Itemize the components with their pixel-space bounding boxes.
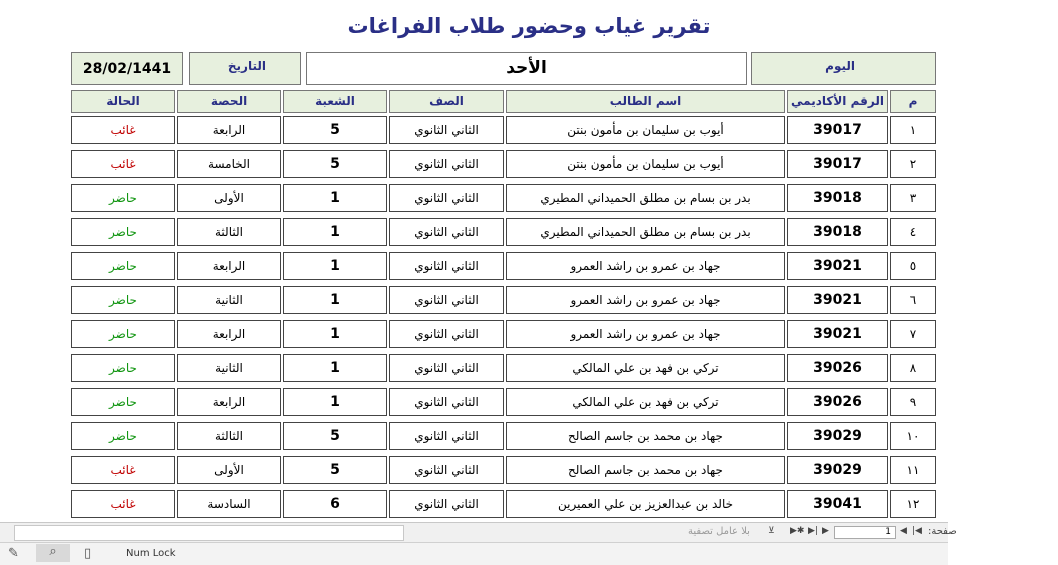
status-cell[interactable]: غائب (71, 456, 175, 484)
student-name-cell[interactable]: أيوب بن سليمان بن مأمون بنتن (506, 150, 785, 178)
filter-status[interactable]: بلا عامل تصفية (688, 526, 750, 537)
section-cell[interactable]: 5 (283, 116, 387, 144)
index-cell[interactable]: ٣ (890, 184, 936, 212)
status-cell[interactable]: غائب (71, 490, 175, 518)
academic-no-cell[interactable]: 39021 (787, 320, 888, 348)
col-header-status: الحالة (71, 90, 175, 113)
period-cell[interactable]: السادسة (177, 490, 281, 518)
academic-no-cell[interactable]: 39021 (787, 252, 888, 280)
section-cell[interactable]: 1 (283, 388, 387, 416)
period-cell[interactable]: الخامسة (177, 150, 281, 178)
section-cell[interactable]: 5 (283, 456, 387, 484)
period-cell[interactable]: الثالثة (177, 218, 281, 246)
navigation-bar (0, 522, 957, 543)
grade-cell[interactable]: الثاني الثانوي (389, 456, 504, 484)
edit-view-icon[interactable]: ✎ (8, 546, 19, 561)
section-cell[interactable]: 1 (283, 252, 387, 280)
status-cell[interactable]: حاضر (71, 218, 175, 246)
academic-no-cell[interactable]: 39018 (787, 218, 888, 246)
col-header-section: الشعبة (283, 90, 387, 113)
period-cell[interactable]: الرابعة (177, 388, 281, 416)
page-label: صفحة: (928, 526, 957, 537)
grade-cell[interactable]: الثاني الثانوي (389, 150, 504, 178)
index-cell[interactable]: ٥ (890, 252, 936, 280)
last-record-icon[interactable]: ▶| (808, 526, 818, 536)
period-cell[interactable]: الأولى (177, 184, 281, 212)
section-cell[interactable]: 1 (283, 286, 387, 314)
filter-icon: ⊻ (768, 526, 775, 536)
academic-no-cell[interactable]: 39029 (787, 456, 888, 484)
grade-cell[interactable]: الثاني الثانوي (389, 422, 504, 450)
period-cell[interactable]: الأولى (177, 456, 281, 484)
index-cell[interactable]: ١٢ (890, 490, 936, 518)
period-cell[interactable]: الثانية (177, 286, 281, 314)
student-name-cell[interactable]: جهاد بن عمرو بن راشد العمرو (506, 320, 785, 348)
index-cell[interactable]: ٨ (890, 354, 936, 382)
student-name-cell[interactable]: جهاد بن محمد بن جاسم الصالح (506, 456, 785, 484)
period-cell[interactable]: الثالثة (177, 422, 281, 450)
date-label: التاريخ (227, 59, 266, 73)
num-lock-indicator: Num Lock (126, 548, 176, 559)
date-value: 28/02/1441 (82, 61, 172, 77)
section-cell[interactable]: 6 (283, 490, 387, 518)
day-value: الأحد (306, 52, 747, 85)
date-value-box (71, 52, 183, 85)
status-cell[interactable]: حاضر (71, 354, 175, 382)
academic-no-cell[interactable]: 39041 (787, 490, 888, 518)
student-name-cell[interactable]: خالد بن عبدالعزيز بن علي العميرين (506, 490, 785, 518)
record-number-input[interactable]: 1 (834, 526, 896, 539)
col-header-index: م (890, 90, 936, 113)
grade-cell[interactable]: الثاني الثانوي (389, 252, 504, 280)
index-cell[interactable]: ١١ (890, 456, 936, 484)
grade-cell[interactable]: الثاني الثانوي (389, 490, 504, 518)
index-cell[interactable]: ٤ (890, 218, 936, 246)
student-name-cell[interactable]: جهاد بن عمرو بن راشد العمرو (506, 252, 785, 280)
index-cell[interactable]: ٦ (890, 286, 936, 314)
index-cell[interactable]: ١ (890, 116, 936, 144)
section-cell[interactable]: 5 (283, 150, 387, 178)
print-preview-icon[interactable]: ⌕ (36, 544, 70, 562)
section-cell[interactable]: 1 (283, 320, 387, 348)
index-cell[interactable]: ٢ (890, 150, 936, 178)
previous-record-icon[interactable]: ◀ (900, 526, 907, 536)
status-cell[interactable]: حاضر (71, 184, 175, 212)
col-header-period: الحصة (177, 90, 281, 113)
first-record-icon[interactable]: |◀ (912, 526, 922, 536)
col-header-student-name: اسم الطالب (506, 90, 785, 113)
academic-no-cell[interactable]: 39017 (787, 116, 888, 144)
day-label-box (751, 52, 936, 85)
student-name-cell[interactable]: بدر بن بسام بن مطلق الحميداني المطيري (506, 184, 785, 212)
period-cell[interactable]: الرابعة (177, 320, 281, 348)
grade-cell[interactable]: الثاني الثانوي (389, 116, 504, 144)
col-header-academic-no: الرقم الأكاديمي (787, 90, 888, 113)
period-cell[interactable]: الثانية (177, 354, 281, 382)
period-cell[interactable]: الرابعة (177, 252, 281, 280)
status-bar (0, 542, 948, 565)
day-label: اليوم (825, 59, 855, 73)
section-cell[interactable]: 5 (283, 422, 387, 450)
date-label-box (189, 52, 301, 85)
period-cell[interactable]: الرابعة (177, 116, 281, 144)
status-cell[interactable]: حاضر (71, 388, 175, 416)
layout-view-icon[interactable]: ▯ (84, 546, 92, 561)
col-header-grade: الصف (389, 90, 504, 113)
grade-cell[interactable]: الثاني الثانوي (389, 184, 504, 212)
grade-cell[interactable]: الثاني الثانوي (389, 218, 504, 246)
index-cell[interactable]: ٩ (890, 388, 936, 416)
section-cell[interactable]: 1 (283, 184, 387, 212)
student-name-cell[interactable]: تركي بن فهد بن علي المالكي (506, 354, 785, 382)
academic-no-cell[interactable]: 39029 (787, 422, 888, 450)
academic-no-cell[interactable]: 39017 (787, 150, 888, 178)
status-cell[interactable]: حاضر (71, 252, 175, 280)
student-name-cell[interactable]: أيوب بن سليمان بن مأمون بنتن (506, 116, 785, 144)
academic-no-cell[interactable]: 39018 (787, 184, 888, 212)
status-cell[interactable]: حاضر (71, 286, 175, 314)
status-cell[interactable]: حاضر (71, 320, 175, 348)
index-cell[interactable]: ٧ (890, 320, 936, 348)
student-name-cell[interactable]: جهاد بن محمد بن جاسم الصالح (506, 422, 785, 450)
student-name-cell[interactable]: جهاد بن عمرو بن راشد العمرو (506, 286, 785, 314)
section-cell[interactable]: 1 (283, 354, 387, 382)
status-cell[interactable]: غائب (71, 116, 175, 144)
status-cell[interactable]: حاضر (71, 422, 175, 450)
next-record-icon[interactable]: ▶ (822, 526, 829, 536)
academic-no-cell[interactable]: 39021 (787, 286, 888, 314)
grade-cell[interactable]: الثاني الثانوي (389, 354, 504, 382)
index-cell[interactable]: ١٠ (890, 422, 936, 450)
status-cell[interactable]: غائب (71, 150, 175, 178)
new-record-icon[interactable]: ▶✱ (790, 526, 805, 536)
grade-cell[interactable]: الثاني الثانوي (389, 286, 504, 314)
academic-no-cell[interactable]: 39026 (787, 388, 888, 416)
horizontal-scrollbar[interactable] (14, 525, 404, 541)
grade-cell[interactable]: الثاني الثانوي (389, 320, 504, 348)
report-title: تقرير غياب وحضور طلاب الفراغات (347, 14, 711, 38)
academic-no-cell[interactable]: 39026 (787, 354, 888, 382)
student-name-cell[interactable]: بدر بن بسام بن مطلق الحميداني المطيري (506, 218, 785, 246)
grade-cell[interactable]: الثاني الثانوي (389, 388, 504, 416)
section-cell[interactable]: 1 (283, 218, 387, 246)
student-name-cell[interactable]: تركي بن فهد بن علي المالكي (506, 388, 785, 416)
